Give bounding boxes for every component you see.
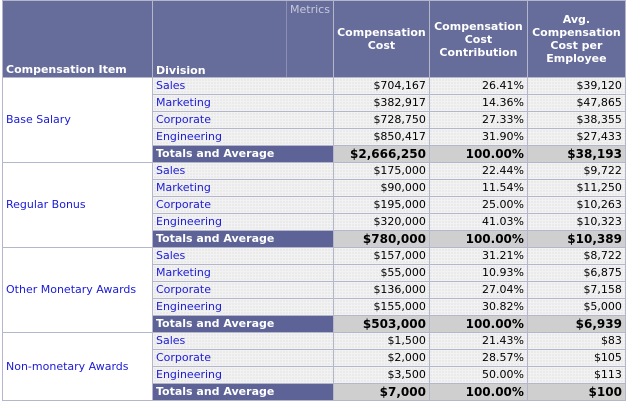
division-cell[interactable]: Sales xyxy=(153,78,334,95)
cost-cell: $382,917 xyxy=(333,95,429,112)
grid-body xyxy=(3,78,626,401)
total-avg-cell: $38,193 xyxy=(527,146,625,163)
total-cost-cell: $780,000 xyxy=(333,231,429,248)
avg-cell: $8,722 xyxy=(527,248,625,265)
contribution-cell: 26.41% xyxy=(429,78,527,95)
cost-cell: $3,500 xyxy=(333,367,429,384)
avg-cell: $47,865 xyxy=(527,95,625,112)
totals-label: Totals and Average xyxy=(153,146,334,163)
contribution-cell: 27.04% xyxy=(429,282,527,299)
avg-cell: $10,323 xyxy=(527,214,625,231)
header-avg-cost-per-employee[interactable] xyxy=(527,1,625,78)
header-row xyxy=(3,1,626,78)
division-cell[interactable]: Sales xyxy=(153,333,334,350)
cost-cell: $1,500 xyxy=(333,333,429,350)
avg-cell: $6,875 xyxy=(527,265,625,282)
cost-cell: $195,000 xyxy=(333,197,429,214)
total-contribution-cell: 100.00% xyxy=(429,146,527,163)
contribution-cell: 30.82% xyxy=(429,299,527,316)
table-row xyxy=(3,163,626,180)
contribution-cell: 25.00% xyxy=(429,197,527,214)
avg-cell: $113 xyxy=(527,367,625,384)
cost-cell: $850,417 xyxy=(333,129,429,146)
contribution-cell: 22.44% xyxy=(429,163,527,180)
cost-cell: $320,000 xyxy=(333,214,429,231)
contribution-cell: 50.00% xyxy=(429,367,527,384)
avg-cell: $7,158 xyxy=(527,282,625,299)
contribution-cell: 27.33% xyxy=(429,112,527,129)
cost-cell: $157,000 xyxy=(333,248,429,265)
cost-cell: $2,000 xyxy=(333,350,429,367)
cost-cell: $728,750 xyxy=(333,112,429,129)
avg-cell: $83 xyxy=(527,333,625,350)
totals-label: Totals and Average xyxy=(153,231,334,248)
total-cost-cell: $2,666,250 xyxy=(333,146,429,163)
header-metrics-label[interactable]: Metrics xyxy=(287,1,334,78)
division-cell[interactable]: Engineering xyxy=(153,299,334,316)
compensation-item-cell[interactable]: Other Monetary Awards xyxy=(3,248,153,333)
cost-cell: $175,000 xyxy=(333,163,429,180)
header-division[interactable]: Division xyxy=(153,1,287,78)
division-cell[interactable]: Sales xyxy=(153,248,334,265)
total-cost-cell: $503,000 xyxy=(333,316,429,333)
avg-cell: $5,000 xyxy=(527,299,625,316)
avg-cell: $105 xyxy=(527,350,625,367)
total-avg-cell: $10,389 xyxy=(527,231,625,248)
division-cell[interactable]: Corporate xyxy=(153,350,334,367)
division-cell[interactable]: Sales xyxy=(153,163,334,180)
table-row xyxy=(3,333,626,350)
cost-cell: $136,000 xyxy=(333,282,429,299)
division-cell[interactable]: Corporate xyxy=(153,112,334,129)
contribution-cell: 28.57% xyxy=(429,350,527,367)
avg-cell: $27,433 xyxy=(527,129,625,146)
totals-label: Totals and Average xyxy=(153,384,334,401)
total-avg-cell: $6,939 xyxy=(527,316,625,333)
header-compensation-contribution-text: Compensation Cost Contribution xyxy=(434,19,523,59)
compensation-item-cell[interactable]: Regular Bonus xyxy=(3,163,153,248)
contribution-cell: 14.36% xyxy=(429,95,527,112)
avg-cell: $9,722 xyxy=(527,163,625,180)
division-cell[interactable]: Engineering xyxy=(153,214,334,231)
division-cell[interactable]: Engineering xyxy=(153,367,334,384)
division-cell[interactable]: Marketing xyxy=(153,265,334,282)
cost-cell: $90,000 xyxy=(333,180,429,197)
contribution-cell: 41.03% xyxy=(429,214,527,231)
division-cell[interactable]: Marketing xyxy=(153,180,334,197)
total-cost-cell: $7,000 xyxy=(333,384,429,401)
contribution-cell: 31.21% xyxy=(429,248,527,265)
cost-cell: $704,167 xyxy=(333,78,429,95)
division-cell[interactable]: Marketing xyxy=(153,95,334,112)
totals-label: Totals and Average xyxy=(153,316,334,333)
table-row xyxy=(3,78,626,95)
total-avg-cell: $100 xyxy=(527,384,625,401)
compensation-item-cell[interactable]: Non-monetary Awards xyxy=(3,333,153,401)
avg-cell: $38,355 xyxy=(527,112,625,129)
table-row xyxy=(3,248,626,265)
total-contribution-cell: 100.00% xyxy=(429,231,527,248)
header-avg-cost-per-employee-text: Avg. Compensation Cost per Employee xyxy=(532,13,621,65)
header-compensation-item[interactable]: Compensation Item xyxy=(3,1,153,78)
header-compensation-contribution[interactable] xyxy=(429,1,527,78)
division-cell[interactable]: Engineering xyxy=(153,129,334,146)
contribution-cell: 31.90% xyxy=(429,129,527,146)
compensation-item-cell[interactable]: Base Salary xyxy=(3,78,153,163)
division-cell[interactable]: Corporate xyxy=(153,197,334,214)
avg-cell: $10,263 xyxy=(527,197,625,214)
header-compensation-cost[interactable] xyxy=(333,1,429,78)
avg-cell: $11,250 xyxy=(527,180,625,197)
cost-cell: $55,000 xyxy=(333,265,429,282)
total-contribution-cell: 100.00% xyxy=(429,384,527,401)
compensation-grid xyxy=(2,0,626,401)
contribution-cell: 21.43% xyxy=(429,333,527,350)
cost-cell: $155,000 xyxy=(333,299,429,316)
total-contribution-cell: 100.00% xyxy=(429,316,527,333)
avg-cell: $39,120 xyxy=(527,78,625,95)
header-compensation-cost-text: Compensation Cost xyxy=(337,26,426,52)
contribution-cell: 11.54% xyxy=(429,180,527,197)
division-cell[interactable]: Corporate xyxy=(153,282,334,299)
contribution-cell: 10.93% xyxy=(429,265,527,282)
